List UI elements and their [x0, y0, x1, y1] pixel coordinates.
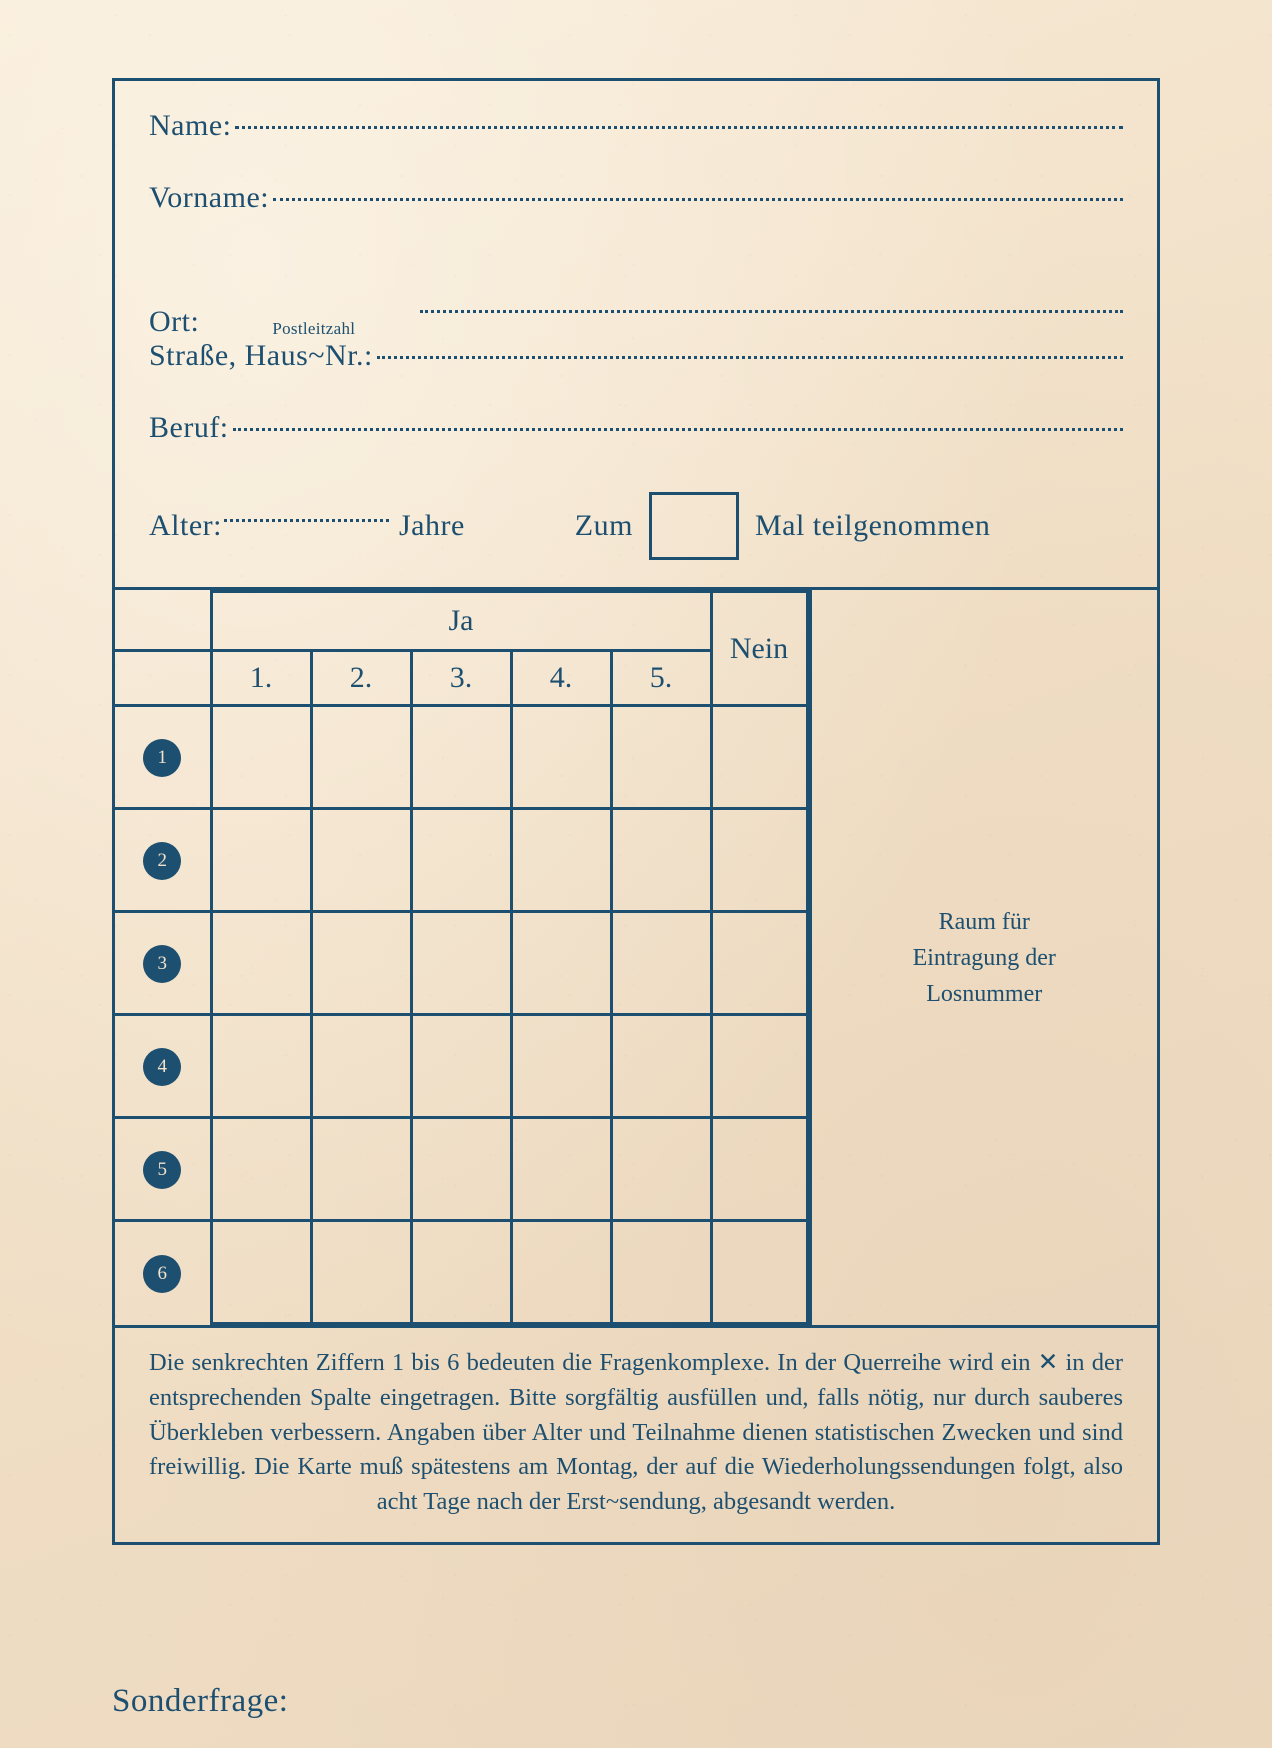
grid-corner-cell [115, 592, 211, 651]
answer-cell[interactable] [211, 1118, 311, 1221]
strasse-input-line[interactable] [377, 356, 1123, 359]
field-label-name: Name: [149, 109, 232, 142]
answer-cell[interactable] [411, 1015, 511, 1118]
answer-grid-section [115, 590, 1157, 1328]
row-bullet-cell-5 [115, 1118, 211, 1221]
field-name [149, 109, 1123, 181]
table-row [115, 809, 807, 912]
field-vorname [149, 181, 1123, 253]
answer-cell[interactable] [411, 809, 511, 912]
row-bullet-cell-3 [115, 912, 211, 1015]
answer-cell[interactable] [611, 1015, 711, 1118]
answer-cell[interactable] [311, 1015, 411, 1118]
answer-cell[interactable] [611, 912, 711, 1015]
answer-cell[interactable] [511, 1221, 611, 1324]
answer-cell[interactable] [611, 706, 711, 809]
answer-cell[interactable] [411, 1118, 511, 1221]
answer-cell[interactable] [211, 912, 311, 1015]
personal-data-section [115, 81, 1157, 590]
answer-cell[interactable] [311, 912, 411, 1015]
postleitzahl-label: Postleitzahl [272, 319, 356, 338]
name-input-line[interactable] [235, 126, 1123, 129]
grid-header-ja: Ja [211, 592, 711, 651]
ort-input-line[interactable] [420, 310, 1123, 313]
answer-cell-nein[interactable] [711, 912, 807, 1015]
answer-cell[interactable] [511, 1015, 611, 1118]
answer-cell-nein[interactable] [711, 706, 807, 809]
answer-cell[interactable] [211, 1221, 311, 1324]
grid-header-row-sub [115, 651, 807, 706]
grid-subheader-4: 4. [511, 651, 611, 706]
mal-teilgenommen-label: Mal teilgenommen [754, 509, 991, 542]
answer-cell[interactable] [611, 1221, 711, 1324]
table-row [115, 1118, 807, 1221]
answer-cell[interactable] [311, 809, 411, 912]
answer-cell[interactable] [511, 1118, 611, 1221]
zum-label: Zum [574, 509, 633, 542]
row-number-badge: 6 [143, 1255, 181, 1293]
row-number-badge: 4 [143, 1048, 181, 1086]
answer-cell[interactable] [211, 706, 311, 809]
losnummer-line-1: Raum für [938, 908, 1030, 935]
answer-cell-nein[interactable] [711, 809, 807, 912]
answer-cell[interactable] [511, 912, 611, 1015]
answer-cell[interactable] [411, 706, 511, 809]
grid-corner-cell-2 [115, 651, 211, 706]
table-row [115, 1221, 807, 1324]
answer-cell-nein[interactable] [711, 1221, 807, 1324]
beruf-input-line[interactable] [233, 428, 1123, 431]
row-number-badge: 5 [143, 1151, 181, 1189]
field-label-beruf: Beruf: [149, 411, 229, 444]
row-number-badge: 1 [143, 739, 181, 777]
losnummer-area[interactable] [809, 590, 1158, 1325]
answer-cell[interactable] [411, 1221, 511, 1324]
grid-subheader-2: 2. [311, 651, 411, 706]
answer-cell-nein[interactable] [711, 1118, 807, 1221]
postleitzahl-group [221, 319, 406, 339]
field-label-ort: Ort: [149, 305, 200, 338]
grid-subheader-3: 3. [411, 651, 511, 706]
answer-grid [115, 590, 809, 1325]
table-row [115, 706, 807, 809]
answer-cell[interactable] [311, 706, 411, 809]
losnummer-note [913, 904, 1056, 1012]
answer-cell[interactable] [511, 706, 611, 809]
table-row [115, 1015, 807, 1118]
alter-unit-label: Jahre [398, 509, 465, 542]
field-beruf [149, 411, 1123, 483]
instructions-text: Die senkrechten Ziffern 1 bis 6 bedeuten die Fragenkomplexe. In der Querreihe wird ein ✕ in der entsprechenden Spalte eingetragen. Bitte sorgfältig ausfüllen und, falls nötig, nur durch sauberes Überkleben verbessern. Angaben über Alter und Teilnahme dienen statistischen Zwecken und sind freiwillig. Die Karte muß spätestens am Montag, der auf die Wiederholungssendungen folgt, also acht Tage nach der Erst~sendung, abgesandt werden. [149, 1349, 1123, 1516]
alter-input-line[interactable] [224, 519, 389, 522]
field-strasse [149, 339, 1123, 411]
sonderfrage-label: Sonderfrage: [112, 1683, 289, 1719]
answer-cell[interactable] [311, 1221, 411, 1324]
field-label-alter: Alter: [149, 509, 222, 542]
row-bullet-cell-2 [115, 809, 211, 912]
answer-cell[interactable] [511, 809, 611, 912]
answer-cell[interactable] [611, 1118, 711, 1221]
form-sheet [112, 78, 1160, 1545]
grid-header-nein: Nein [711, 592, 807, 706]
vorname-input-line[interactable] [273, 198, 1123, 201]
table-row [115, 912, 807, 1015]
row-bullet-cell-4 [115, 1015, 211, 1118]
losnummer-line-3: Losnummer [926, 980, 1043, 1007]
answer-cell-nein[interactable] [711, 1015, 807, 1118]
field-alter [149, 483, 1123, 569]
row-number-badge: 3 [143, 945, 181, 983]
answer-cell[interactable] [211, 1015, 311, 1118]
answer-cell[interactable] [411, 912, 511, 1015]
grid-subheader-5: 5. [611, 651, 711, 706]
row-number-badge: 2 [143, 842, 181, 880]
row-bullet-cell-6 [115, 1221, 211, 1324]
field-label-vorname: Vorname: [149, 181, 270, 214]
answer-cell[interactable] [611, 809, 711, 912]
answer-cell[interactable] [311, 1118, 411, 1221]
row-bullet-cell-1 [115, 706, 211, 809]
grid-subheader-1: 1. [211, 651, 311, 706]
grid-header-row-top [115, 592, 807, 651]
losnummer-line-2: Eintragung der [912, 944, 1056, 971]
field-ort [149, 253, 1123, 339]
field-label-strasse: Straße, Haus~Nr.: [149, 339, 373, 372]
answer-cell[interactable] [211, 809, 311, 912]
mal-count-box[interactable] [649, 492, 739, 560]
